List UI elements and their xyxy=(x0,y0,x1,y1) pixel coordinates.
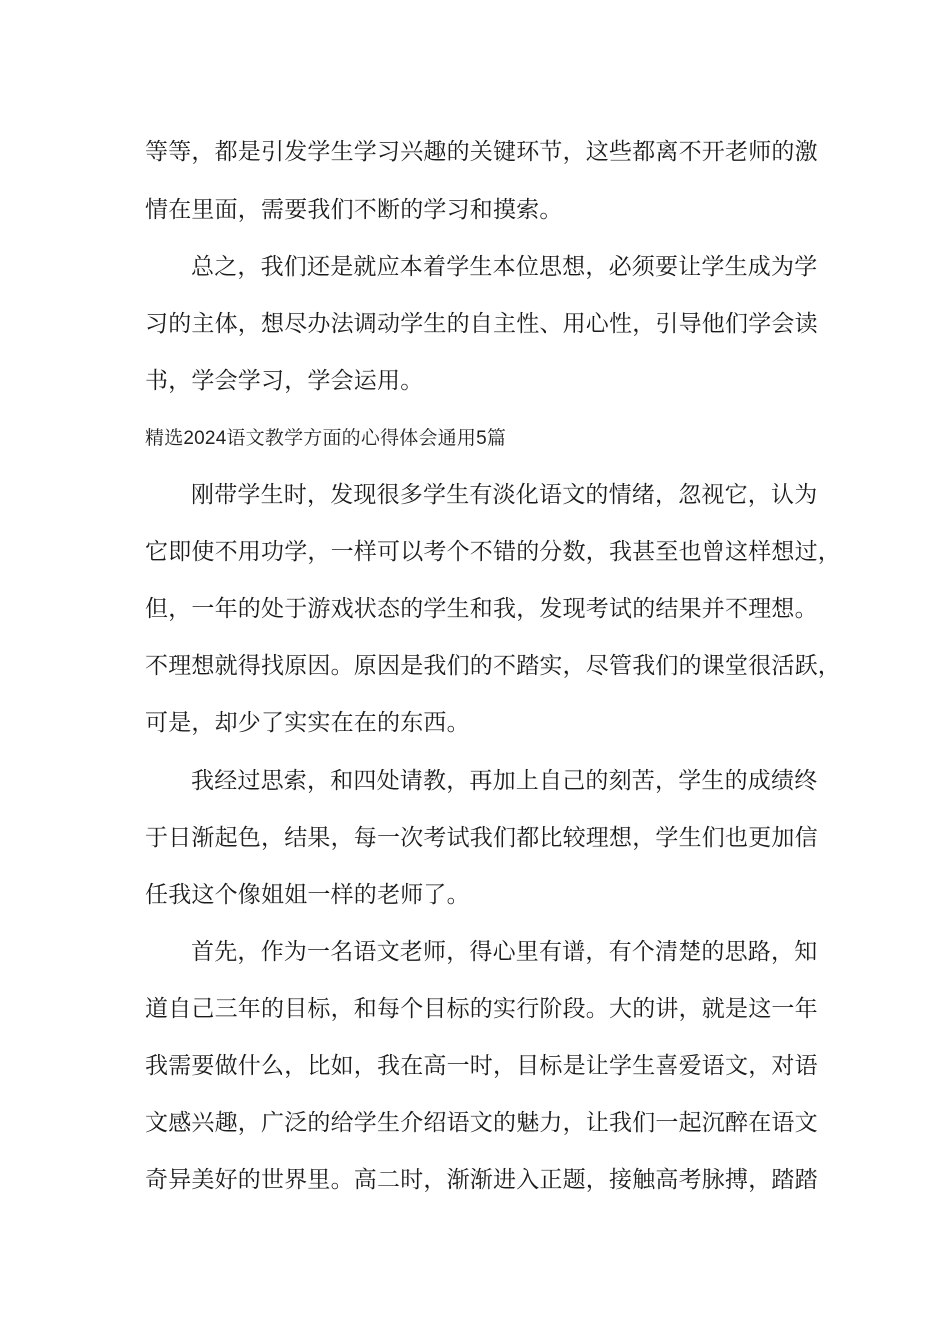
paragraph-1-line-2: 情在里面，需要我们不断的学习和摸索。 xyxy=(145,197,563,223)
paragraph-5-line-1: 首先，作为一名语文老师，得心里有谱，有个清楚的思路，知 xyxy=(191,939,818,965)
paragraph-4-line-2: 于日渐起色，结果，每一次考试我们都比较理想，学生们也更加信 xyxy=(145,825,818,851)
paragraph-3-line-1: 刚带学生时，发现很多学生有淡化语文的情绪，忽视它，认为 xyxy=(191,482,818,508)
paragraph-2-line-1: 总之，我们还是就应本着学生本位思想，必须要让学生成为学 xyxy=(191,254,818,280)
paragraph-3-line-5: 可是，却少了实实在在的东西。 xyxy=(145,710,470,736)
paragraph-1-line-1: 等等，都是引发学生学习兴趣的关键环节，这些都离不开老师的激 xyxy=(145,139,818,165)
paragraph-4-line-3: 任我这个像姐姐一样的老师了。 xyxy=(145,882,470,908)
paragraph-5-line-5: 奇异美好的世界里。高二时，渐渐进入正题，接触高考脉搏，踏踏 xyxy=(145,1167,818,1193)
paragraph-5-line-3: 我需要做什么，比如，我在高一时，目标是让学生喜爱语文，对语 xyxy=(145,1053,818,1079)
paragraph-3-line-4: 不理想就得找原因。原因是我们的不踏实，尽管我们的课堂很活跃， xyxy=(145,653,841,679)
paragraph-5-line-2: 道自己三年的目标，和每个目标的实行阶段。大的讲，就是这一年 xyxy=(145,996,818,1022)
paragraph-2-line-3: 书，学会学习，学会运用。 xyxy=(145,368,424,394)
paragraph-3-line-3: 但，一年的处于游戏状态的学生和我，发现考试的结果并不理想。 xyxy=(145,596,818,622)
paragraph-5-line-4: 文感兴趣，广泛的给学生介绍语文的魅力，让我们一起沉醉在语文 xyxy=(145,1110,818,1136)
paragraph-4-line-1: 我经过思索，和四处请教，再加上自己的刻苦，学生的成绩终 xyxy=(191,768,818,794)
section-heading: 精选2024语文教学方面的心得体会通用5篇 xyxy=(145,428,507,449)
paragraph-2-line-2: 习的主体，想尽办法调动学生的自主性、用心性，引导他们学会读 xyxy=(145,311,818,337)
paragraph-3-line-2: 它即使不用功学，一样可以考个不错的分数，我甚至也曾这样想过， xyxy=(145,539,841,565)
